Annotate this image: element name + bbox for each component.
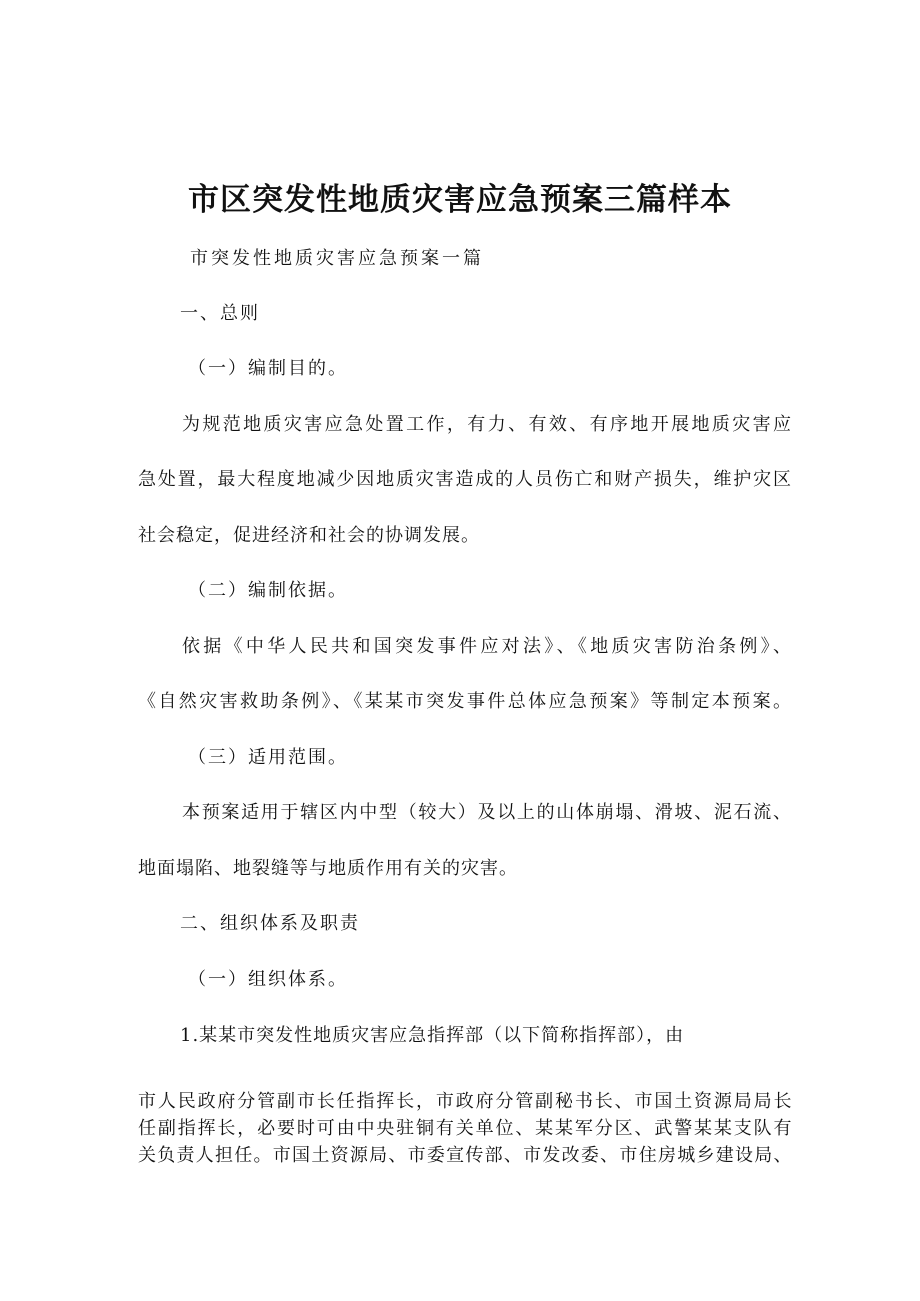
subsection-heading-basis: （二）编制依据。 bbox=[188, 580, 348, 601]
paragraph-line: 地面塌陷、地裂缝等与地质作用有关的灾害。 bbox=[138, 858, 518, 879]
paragraph-line: 市人民政府分管副市长任指挥长，市政府分管副秘书长、市国土资源局局长 bbox=[138, 1091, 792, 1112]
list-item-line: 1.某某市突发性地质灾害应急指挥部（以下简称指挥部），由 bbox=[180, 1025, 685, 1046]
subsection-heading-org-system: （一）组织体系。 bbox=[188, 969, 348, 990]
document-subtitle: 市突发性地质灾害应急预案一篇 bbox=[190, 248, 484, 269]
paragraph-line: 任副指挥长，必要时可由中央驻铜有关单位、某某军分区、武警某某支队有 bbox=[138, 1118, 792, 1139]
paragraph-line: 本预案适用于辖区内中型（较大）及以上的山体崩塌、滑坡、泥石流、 bbox=[182, 802, 792, 823]
paragraph-line: 急处置，最大程度地减少因地质灾害造成的人员伤亡和财产损失，维护灾区 bbox=[138, 469, 792, 490]
subsection-heading-scope: （三）适用范围。 bbox=[188, 747, 348, 768]
paragraph-dense bbox=[138, 1088, 792, 1169]
paragraph-line: 关负责人担任。市国土资源局、市委宣传部、市发改委、市住房城乡建设局、 bbox=[138, 1145, 792, 1166]
section-heading-general: 一、总则 bbox=[180, 303, 260, 324]
document-title: 市区突发性地质灾害应急预案三篇样本 bbox=[188, 182, 732, 218]
subsection-heading-purpose: （一）编制目的。 bbox=[188, 358, 348, 379]
paragraph-line: 为规范地质灾害应急处置工作，有力、有效、有序地开展地质灾害应 bbox=[182, 414, 792, 435]
paragraph-line: 依据《中华人民共和国突发事件应对法》、《地质灾害防治条例》、 bbox=[182, 636, 792, 657]
paragraph-line: 《自然灾害救助条例》、《某某市突发事件总体应急预案》等制定本预案。 bbox=[138, 691, 792, 712]
paragraph-line: 社会稳定，促进经济和社会的协调发展。 bbox=[138, 525, 480, 546]
section-heading-organization: 二、组织体系及职责 bbox=[180, 913, 360, 934]
